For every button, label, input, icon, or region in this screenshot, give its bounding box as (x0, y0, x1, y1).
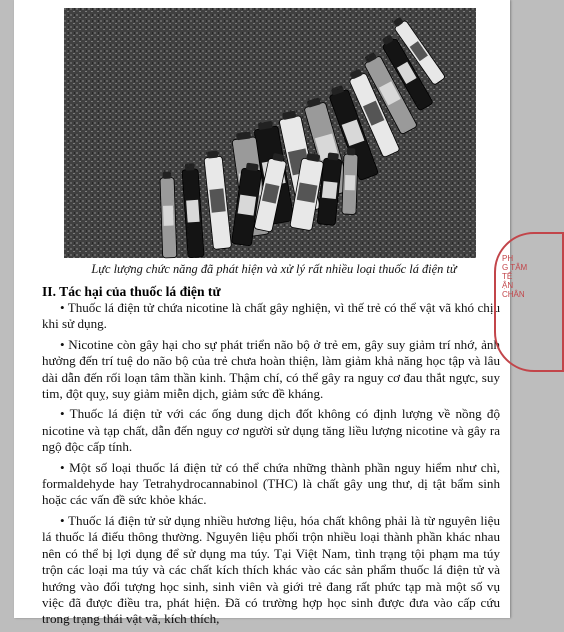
paragraph-4: • Một số loại thuốc lá điện tử có thể chứa những thành phần nguy hiểm như chì, formaldehyde hay Tetrahydrocannabinol (THC) là chất gây ung thư, dị tật bẩm sinh hoặc các vấn đề sức khỏe khác. (42, 459, 500, 508)
body-text (42, 300, 500, 632)
paragraph-5: • Thuốc lá điện tử sử dụng nhiều hương liệu, hóa chất không phải là từ nguyên liệu lá thuốc lá điếu thông thường. Nguyên liệu phối trộn nhiều loại thành phần khác nhau nên có thể bị lợi dụng để sử dụng ma túy. Tại Việt Nam, tình trạng tội phạm ma túy trộn các loại ma túy và các chất kích thích khác vào các sản phẩm thuốc lá điện tử và hướng vào đối tượng học sinh, sinh viên và giới trẻ đang rất phức tạp mà một số vụ việc đã được điều tra, phát hiện. Đã có trường hợp học sinh được đưa vào cấp cứu trong trạng thái vật vã, kích thích, (42, 512, 500, 627)
stamp-line: TẾ (502, 272, 513, 281)
paragraph-1: • Thuốc lá điện tử chứa nicotine là chất gây nghiện, vì thế trẻ có thể vật vã khó chịu khi sử dụng. (42, 300, 500, 332)
stamp-line: PH (502, 254, 514, 263)
section-heading: II. Tác hại của thuốc lá điện tử (42, 284, 221, 299)
stamp-seal (494, 232, 564, 372)
red-stamp (492, 232, 528, 372)
e-cigarette-device (160, 172, 177, 258)
photo-illustration (64, 8, 476, 258)
paragraph-3: • Thuốc lá điện tử với các ống dung dịch đốt không có định lượng về nồng độ nicotine và tạp chất, dẫn đến nguy cơ người sử dụng tăng liều lượng nicotine và gây ra ngộ độc cấp tính. (42, 406, 500, 455)
e-cigarette-device (342, 148, 358, 214)
photo-caption: Lực lượng chức năng đã phát hiện và xử lý rất nhiều loại thuốc lá điện tử (91, 262, 457, 276)
document-page (14, 0, 510, 627)
stamp-line: G TÂM (502, 263, 528, 272)
stamp-line: ẬN (502, 281, 514, 290)
stamp-line: CHÂN (502, 290, 525, 299)
paragraph-2: • Nicotine còn gây hại cho sự phát triển não bộ ở trẻ em, gây suy giảm trí nhớ, ảnh hưởng đến trí tuệ do não bộ của trẻ chưa hoàn thiện, làm giảm khả năng học tập và lâu dài dẫn đến rối loạn tâm thần kinh. Thậm chí, có thể gây ra nguy cơ đau thắt ngực, suy tim, đột quỵ, suy giảm miễn dịch, giảm sức đề kháng. (42, 336, 500, 402)
e-cigarette-photo (64, 8, 476, 258)
